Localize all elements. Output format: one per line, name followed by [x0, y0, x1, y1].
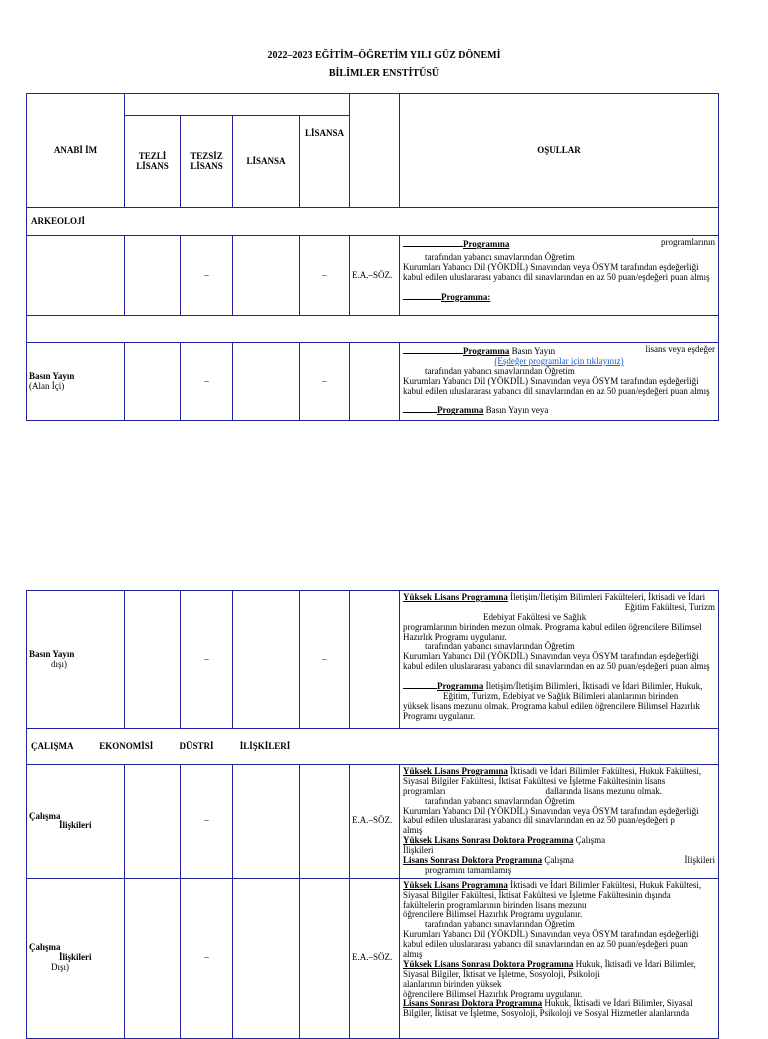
col-header-lisansa-1: LİSANSA — [233, 116, 300, 208]
tezsiz-value: – — [181, 343, 233, 421]
table-row — [27, 878, 719, 1038]
table-row — [27, 765, 719, 879]
lisansa-value: – — [300, 591, 350, 729]
table-row — [27, 343, 719, 421]
lisansa-value: – — [300, 236, 350, 316]
section-arkeoloji: ARKEOLOJİ — [27, 208, 719, 236]
conditions-cell: Programına Basın Yayın lisans veya eşdeğer (Eşdeğer programlar için tıklayınız) tarafından yabancı sınavlarından Öğretim Kurumları Yabancı Dil (YÖKDİL) Sınavından veya ÖSYM tarafından eşdeğerliği kabul edilen uluslararası yabancı dil sınavlarından en az 50 puan/eşdeğeri puan almış Programına Basın Yayın veya — [400, 343, 719, 421]
document-title: 2022–2023 EĞİTİM–ÖĞRETİM YILI GÜZ DÖNEMİ — [267, 50, 501, 61]
table-row — [27, 591, 719, 729]
equivalent-programs-link[interactable]: (Eşdeğer programlar için tıklayınız) — [494, 355, 624, 366]
institute-name: BİLİMLER ENSTİTÜSÜ — [328, 68, 440, 79]
conditions-cell: Yüksek Lisans Programına İletişim/İletişim Bilimleri Fakülteleri, İktisadi ve İdari Eğitim Fakültesi, Turizm Edebiyat Fakültesi ve Sağlık programlarının birinden mezun olmak. Programa kabul edilen öğrencilere Bilimsel Hazırlık Programı uygulanır. tarafından yabancı sınavlarından Öğretim Kurumları Yabancı Dil (YÖKDİL) Sınavından veya ÖSYM tarafından eşdeğerliği kabul edilen uluslararası yabancı dil sınavlarından en az 50 puan/eşdeğeri puan almış Programına İletişim/İletişim Bilimleri, İktisadi ve İdari Bilimler, Hukuk, Eğitim, Turizm, Edebiyat ve Sağlık Bilimleri alanlarının birinden yüksek lisans mezunu olmak. Programa kabul edilen öğrencilere Bilimsel Hazırlık Programı uygulanır. — [400, 591, 719, 729]
tezsiz-value: – — [181, 765, 233, 879]
col-header-tezsiz: TEZSİZ LİSANS — [181, 116, 233, 208]
tezsiz-value: – — [181, 878, 233, 1038]
col-header-tezli: TEZLİ LİSANS — [125, 116, 181, 208]
conditions-cell: Yüksek Lisans Programına İktisadi ve İdari Bilimler Fakültesi, Hukuk Fakültesi, Siyasal Bilgiler Fakültesi, İktisat Fakültesi ve İşletme Fakültesinin lisans programları dallarında lisans mezunu olmak. tarafından yabancı sınavlarından Öğretim Kurumları Yabancı Dil (YÖKDİL) Sınavından veya ÖSYM tarafından eşdeğerliği kabul edilen uluslararası yabancı dil sınavlarından en az 50 puan/eşdeğeri p almış Yüksek Lisans Sonrası Doktora Programına Çalışma İlişkileri Lisans Sonrası Doktora Programına Çalışma İlişkileri programını tamamlamış — [400, 765, 719, 879]
conditions-cell: Yüksek Lisans Programına İktisadi ve İdari Bilimler Fakültesi, Hukuk Fakültesi, Siyasal Bilgiler Fakültesi, İktisat Fakültesi ve İşletme Fakültesinin dışında fakültelerin programlarının birinden lisans mezunu öğrencilere Bilimsel Hazırlık Programı uygulanır. tarafından yabancı sınavlarından Öğretim Kurumları Yabancı Dil (YÖKDİL) Sınavından veya ÖSYM tarafından eşdeğerliği kabul edilen uluslararası yabancı dil sınavlarından en az 50 puan/eşdeğeri puan almış Yüksek Lisans Sonrası Doktora Programına Hukuk, İktisadi ve İdari Bilimler, Siyasal Bilgiler, İktisat ve İşletme, Sosyoloji, Psikoloji alanlarının birinden yüksek öğrencilere Bilimsel Hazırlık Programı uygulanır. Lisans Sonrası Doktora Programına Hukuk, İktisadi ve İdari Bilimler, Siyasal Bilgiler, İktisat ve İşletme, Sosyoloji, Psikoloji ve Sosyal Hizmetler alanlarında — [400, 878, 719, 1038]
col-header-anabilim: ANABİ İM — [27, 94, 125, 208]
score-type: E.A.–SÖZ. — [350, 878, 400, 1038]
section-calisma-ekonomisi: ÇALIŞMA EKONOMİSİ DÜSTRİ İLİŞKİLERİ — [27, 729, 719, 765]
conditions-cell: Programına programlarının tarafından yabancı sınavlarından Öğretim Kurumları Yabancı Dil (YÖKDİL) Sınavından veya ÖSYM tarafından eşdeğerliği kabul edilen uluslararası yabancı dil sınavlarından en az 50 puan/eşdeğeri puan almış Programına: — [400, 236, 719, 316]
score-type: E.A.–SÖZ. — [350, 236, 400, 316]
programs-table-bottom — [26, 590, 719, 1039]
tezsiz-value: – — [181, 236, 233, 316]
col-header-lisansa-2: LİSANSA — [300, 116, 350, 208]
program-name: Basın Yayın (Alan İçi) — [27, 343, 125, 421]
programs-table-top — [26, 93, 719, 421]
program-name: Basın Yayın dışı) — [27, 591, 125, 729]
score-type: E.A.–SÖZ. — [350, 765, 400, 879]
program-name: Çalışma İlişkileri Dışı) — [27, 878, 125, 1038]
program-name: Çalışma İlişkileri — [27, 765, 125, 879]
lisansa-value: – — [300, 343, 350, 421]
tezsiz-value: – — [181, 591, 233, 729]
table-row — [27, 236, 719, 316]
col-header-kosullar: OŞULLAR — [400, 94, 719, 208]
